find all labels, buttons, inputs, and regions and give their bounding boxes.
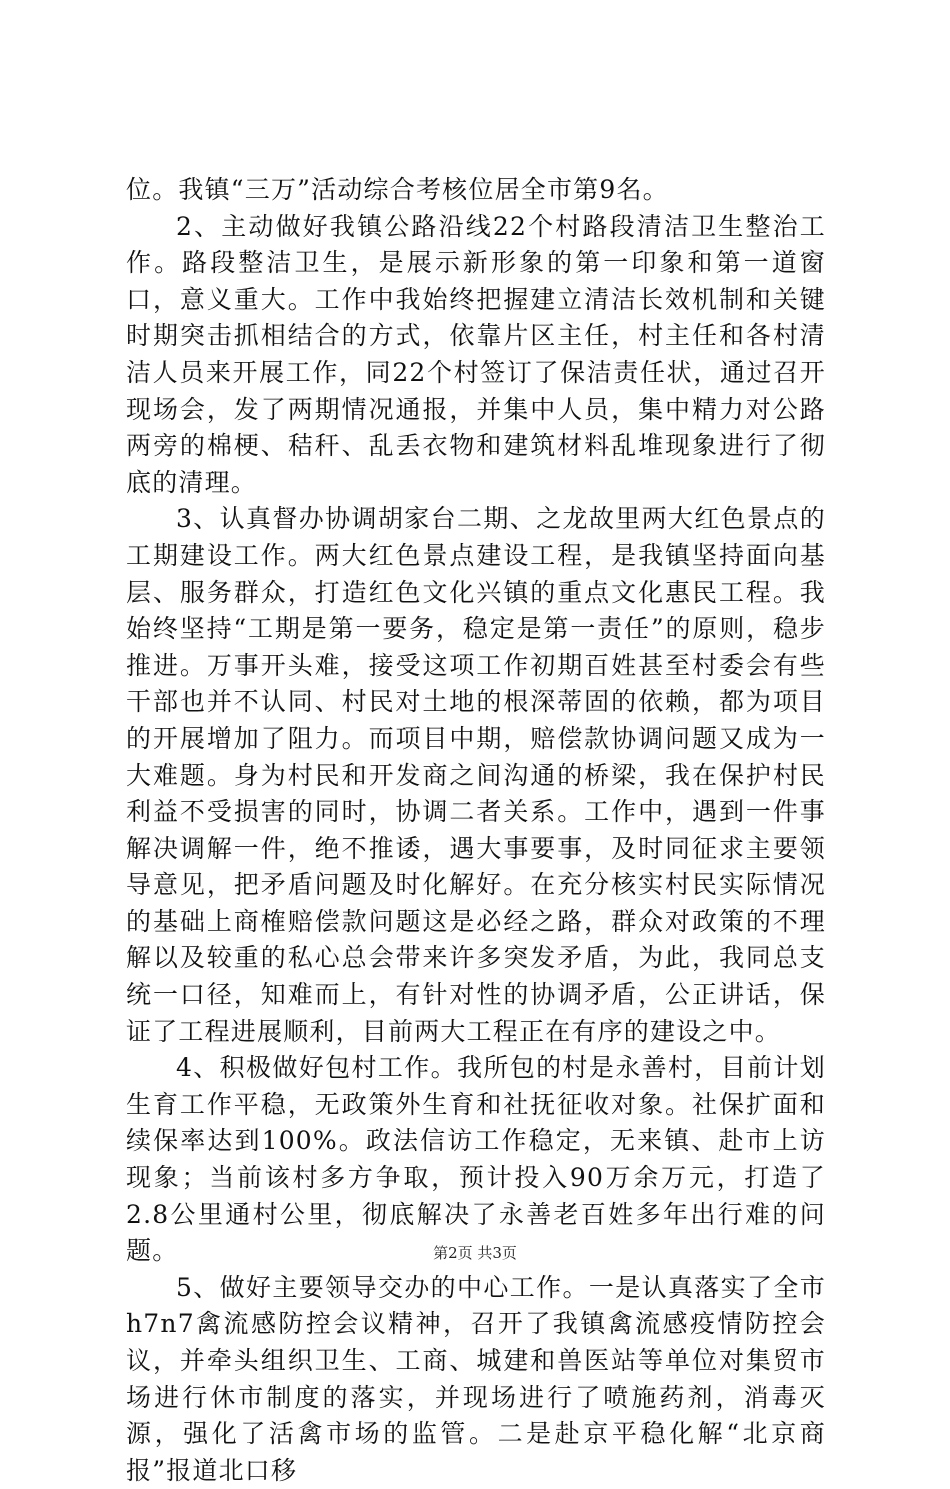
- document-body: [126, 172, 826, 1489]
- page-number: 第2页 共3页: [433, 1244, 517, 1262]
- paragraph-item-2: 2、主动做好我镇公路沿线22个村路段清洁卫生整治工作。路段整洁卫生，是展示新形象的第一印象和第一道窗口，意义重大。工作中我始终把握建立清洁长效机制和关键时期突击抓相结合的方式，依靠片区主任，村主任和各村清洁人员来开展工作，同22个村签订了保洁责任状，通过召开现场会，发了两期情况通报，并集中人员，集中精力对公路两旁的棉梗、秸秆、乱丢衣物和建筑材料乱堆现象进行了彻底的清理。: [126, 211, 826, 497]
- page-footer: [0, 1242, 950, 1263]
- paragraph-item-3: 3、认真督办协调胡家台二期、之龙故里两大红色景点的工期建设工作。两大红色景点建设工程，是我镇坚持面向基层、服务群众，打造红色文化兴镇的重点文化惠民工程。我始终坚持“工期是第一要务，稳定是第一责任”的原则，稳步推进。万事开头难，接受这项工作初期百姓甚至村委会有些干部也并不认同、村民对土地的根深蒂固的依赖，都为项目的开展增加了阻力。而项目中期，赔偿款协调问题又成为一大难题。身为村民和开发商之间沟通的桥梁，我在保护村民利益不受损害的同时，协调二者关系。工作中，遇到一件事解决调解一件，绝不推诿，遇大事要事，及时同征求主要领导意见，把矛盾问题及时化解好。在充分核实村民实际情况的基础上商榷赔偿款问题这是必经之路，群众对政策的不理解以及较重的私心总会带来许多突发矛盾，为此，我同总支统一口径，知难而上，有针对性的协调矛盾，公正讲话，保证了工程进展顺利，目前两大工程正在有序的建设之中。: [126, 504, 826, 1046]
- paragraph-item-4: 4、积极做好包村工作。我所包的村是永善村，目前计划生育工作平稳，无政策外生育和社抚征收对象。社保扩面和续保率达到100%。政法信访工作稳定，无来镇、赴市上访现象；当前该村多方争取，预计投入90万余万元，打造了2.8公里通村公里，彻底解决了永善老百姓多年出行难的问题。: [126, 1053, 826, 1266]
- paragraph-continuation: 位。我镇“三万”活动综合考核位居全市第9名。: [126, 175, 669, 204]
- paragraph-item-5: 5、做好主要领导交办的中心工作。一是认真落实了全市h7n7禽流感防控会议精神，召开了我镇禽流感疫情防控会议，并牵头组织卫生、工商、城建和兽医站等单位对集贸市场进行休市制度的落实，并现场进行了喷施药剂，消毒灭源，强化了活禽市场的监管。二是赴京平稳化解“北京商报”报道北口移: [126, 1272, 826, 1485]
